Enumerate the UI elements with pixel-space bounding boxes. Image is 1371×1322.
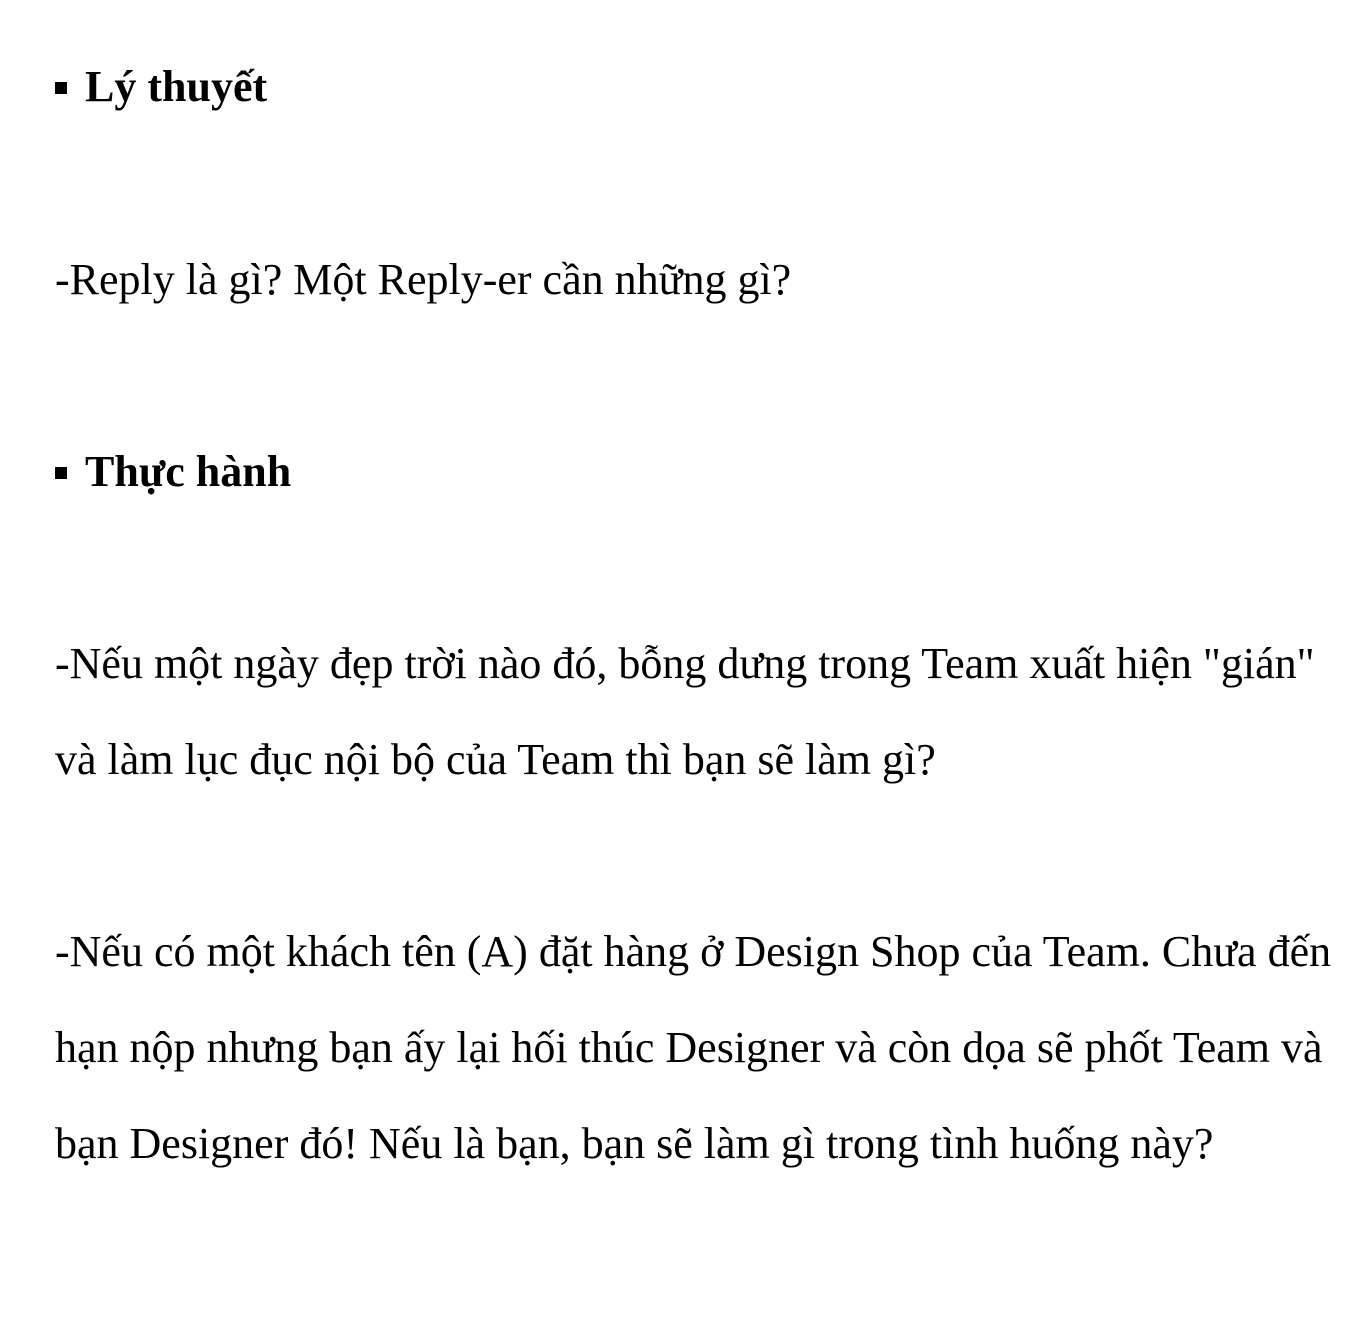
section-heading-text: Lý thuyết bbox=[85, 62, 268, 111]
section-heading-text: Thực hành bbox=[85, 447, 292, 496]
theory-question: -Reply là gì? Một Reply-er cần những gì? bbox=[55, 255, 792, 304]
section-heading-theory bbox=[55, 62, 268, 111]
practice-question-2: -Nếu có một khách tên (A) đặt hàng ở Design Shop của Team. Chưa đến hạn nộp nhưng bạn ấy lại hối thúc Designer và còn dọa sẽ phốt Team và bạn Designer đó! Nếu là bạn, bạn sẽ làm gì trong tình huống này? bbox=[55, 927, 1332, 1168]
practice-question-1: -Nếu một ngày đẹp trời nào đó, bỗng dưng trong Team xuất hiện "gián" và làm lục đục nội bộ của Team thì bạn sẽ làm gì? bbox=[55, 639, 1315, 784]
section-heading-practice bbox=[55, 447, 292, 496]
square-bullet-icon bbox=[55, 82, 67, 94]
square-bullet-icon bbox=[55, 467, 67, 479]
